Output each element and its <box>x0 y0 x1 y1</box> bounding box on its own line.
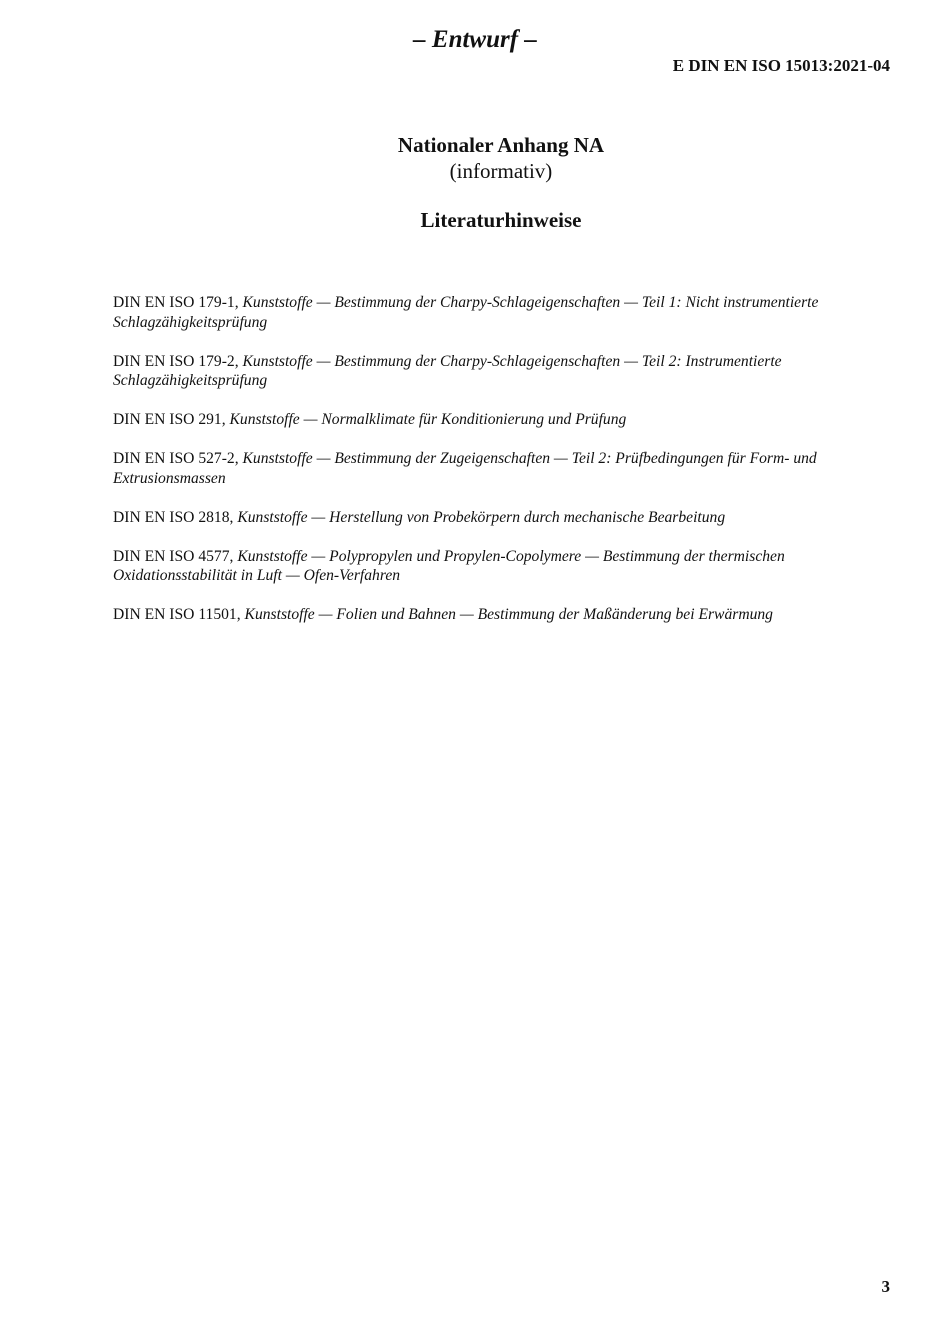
reference-title: Kunststoffe — Polypropylen und Propylen-Copolymere — Bestimmung der thermischen Oxidationsstabilität in Luft — Ofen-Verfahren <box>113 547 785 584</box>
reference-title: Kunststoffe — Folien und Bahnen — Bestimmung der Maßänderung bei Erwärmung <box>244 606 773 623</box>
page-number: 3 <box>881 1277 890 1296</box>
reference-designation: DIN EN ISO 11501, <box>113 606 241 623</box>
annex-title: Nationaler Anhang NA <box>397 133 605 157</box>
reference-item <box>113 547 893 586</box>
section-title: Literaturhinweise <box>420 208 582 232</box>
reference-designation: DIN EN ISO 527-2, <box>113 450 239 467</box>
reference-list <box>113 293 893 644</box>
reference-item <box>113 293 893 332</box>
draft-watermark: – Entwurf – <box>413 26 537 53</box>
reference-item <box>113 605 893 625</box>
reference-item <box>113 352 893 391</box>
reference-title: Kunststoffe — Herstellung von Probekörpern durch mechanische Bearbeitung <box>237 508 726 526</box>
reference-designation: DIN EN ISO 179-1, <box>113 294 239 311</box>
document-identifier: E DIN EN ISO 15013:2021-04 <box>672 56 890 75</box>
reference-designation: DIN EN ISO 2818, <box>113 508 234 526</box>
reference-title: Kunststoffe — Bestimmung der Zugeigenschaften — Teil 2: Prüfbedingungen für Form- und Extrusionsmassen <box>113 450 817 487</box>
reference-designation: DIN EN ISO 291, <box>113 411 226 428</box>
reference-designation: DIN EN ISO 179-2, <box>113 352 239 370</box>
reference-item <box>113 449 893 488</box>
reference-item <box>113 508 893 528</box>
reference-item <box>113 410 893 430</box>
reference-title: Kunststoffe — Bestimmung der Charpy-Schlageigenschaften — Teil 1: Nicht instrumentierte Schlagzähigkeitsprüfung <box>113 294 819 331</box>
annex-subtitle: (informativ) <box>449 159 553 183</box>
reference-title: Kunststoffe — Bestimmung der Charpy-Schlageigenschaften — Teil 2: Instrumentierte Schlagzähigkeitsprüfung <box>113 352 782 389</box>
reference-title: Kunststoffe — Normalklimate für Konditionierung und Prüfung <box>229 411 627 428</box>
reference-designation: DIN EN ISO 4577, <box>113 547 234 565</box>
